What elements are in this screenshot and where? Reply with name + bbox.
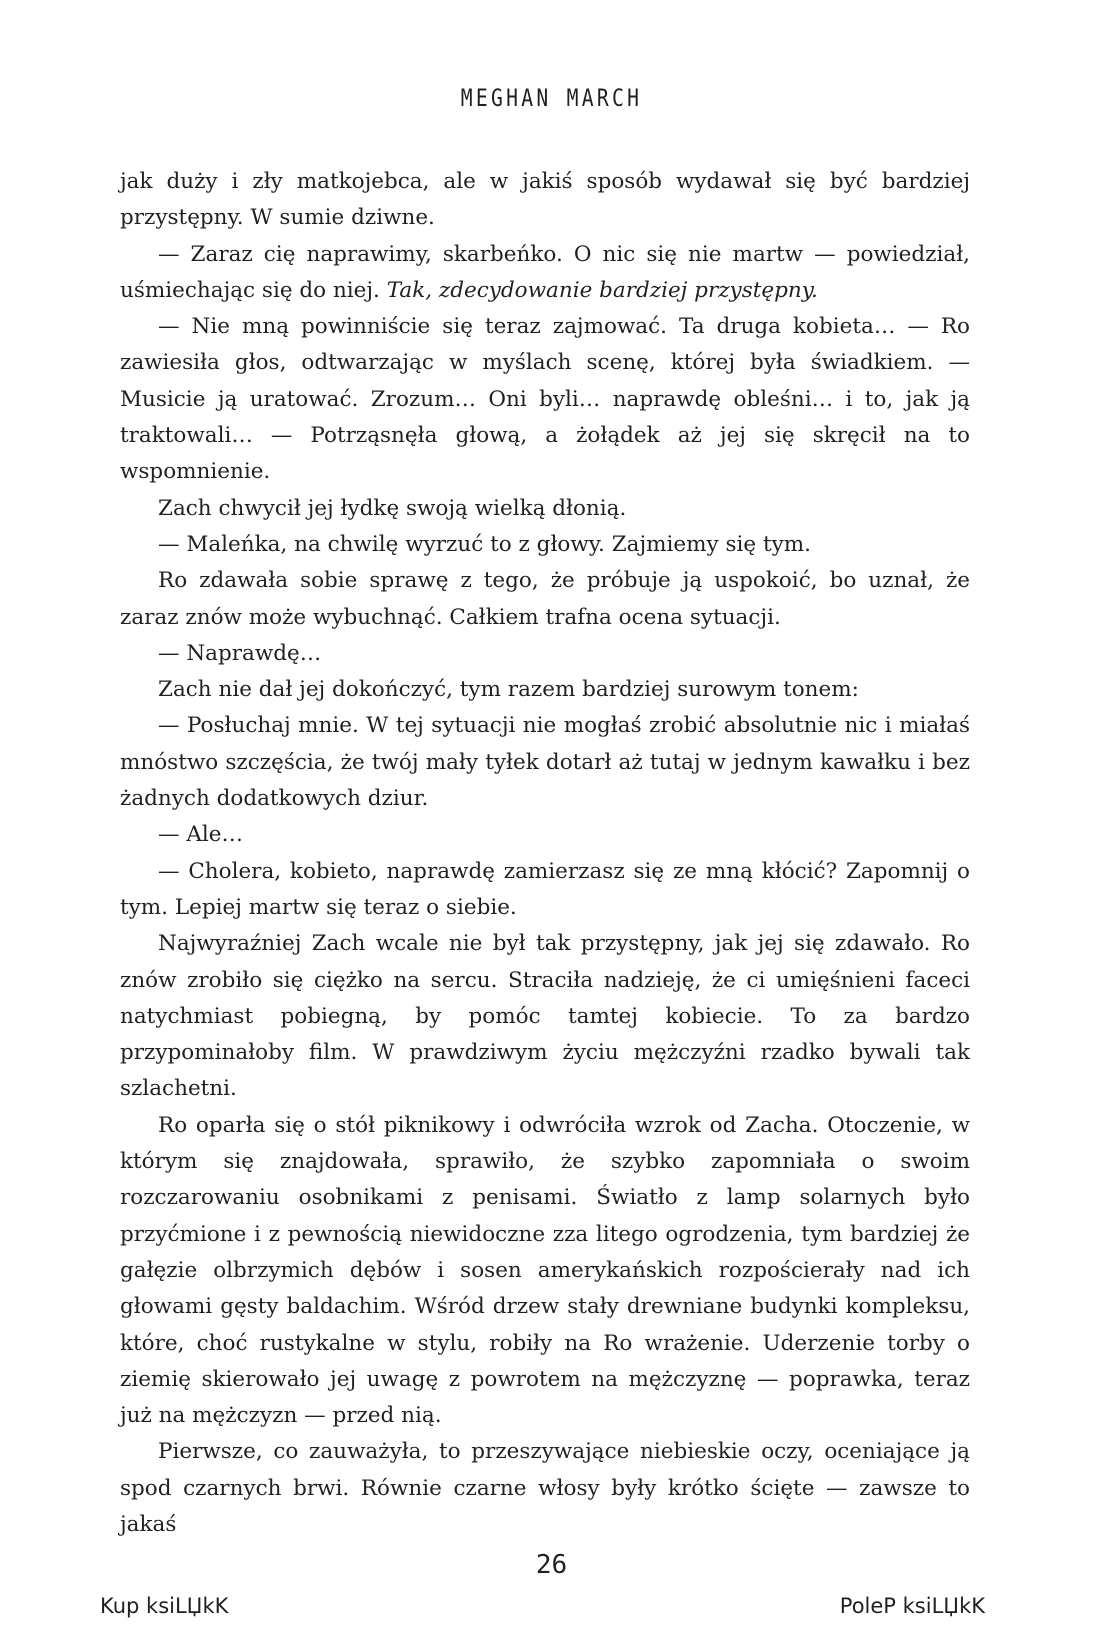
- paragraph-text: Zach chwycił jej łydkę swoją wielką dłonią.: [158, 495, 627, 521]
- paragraph-text: — Naprawdę…: [158, 640, 322, 666]
- body-text: [120, 164, 970, 1543]
- paragraph-9: [120, 708, 970, 817]
- buy-book-link[interactable]: Kup ksiLЏkK: [100, 1594, 229, 1618]
- paragraph-13: [120, 1108, 970, 1435]
- paragraph-12: [120, 926, 970, 1107]
- paragraph-14: [120, 1434, 970, 1543]
- paragraph-7: [120, 636, 970, 672]
- paragraph-6: [120, 563, 970, 636]
- paragraph-text: Ro zdawała sobie sprawę z tego, że próbuje ją uspokoić, bo uznał, że zaraz znów może wybuchnąć. Całkiem trafna ocena sytuacji.: [120, 568, 970, 630]
- paragraph-text: Najwyraźniej Zach wcale nie był tak przystępny, jak jej się zdawało. Ro znów zrobiło się ciężko na sercu. Straciła nadzieję, że ci umięśnieni faceci natychmiast pobiegną, by pomóc tamtej kobiecie. To za bardzo przypominałoby film. W prawdziwym życiu mężczyźni rzadko bywali tak szlachetni.: [120, 931, 970, 1102]
- paragraph-text: — Ale…: [158, 822, 243, 848]
- recommend-book-link[interactable]: PoleP ksiLЏkK: [839, 1594, 985, 1618]
- paragraph-1: [120, 164, 970, 237]
- running-header-author: MEGHAN MARCH: [460, 84, 643, 112]
- paragraph-3: [120, 309, 970, 490]
- paragraph-text: — Posłuchaj mnie. W tej sytuacji nie mogłaś zrobić absolutnie nic i miałaś mnóstwo szczęścia, że twój mały tyłek dotarł aż tutaj w jednym kawałku i bez żadnych dodatkowych dziur.: [120, 713, 970, 812]
- paragraph-text: Zach nie dał jej dokończyć, tym razem bardziej surowym tonem:: [158, 677, 859, 703]
- paragraph-text: — Cholera, kobieto, naprawdę zamierzasz się ze mną kłócić? Zapomnij o tym. Lepiej martw się teraz o siebie.: [120, 858, 970, 920]
- page-number: 26: [535, 1550, 568, 1580]
- paragraph-text: Pierwsze, co zauważyła, to przeszywające niebieskie oczy, oceniające ją spod czarnych brwi. Równie czarne włosy były krótko ścięte — zawsze to jakaś: [120, 1439, 970, 1537]
- paragraph-8: [120, 672, 970, 708]
- paragraph-text: — Zaraz cię naprawimy, skarbeńko. O nic się nie martw — powiedział, uśmiechając się do niej.: [120, 241, 970, 303]
- paragraph-text: Ro oparła się o stół piknikowy i odwróciła wzrok od Zacha. Otoczenie, w którym się znajdowała, sprawiło, że szybko zapomniała o swoim rozczarowaniu osobnikami z penisami. Światło z lamp solarnych było przyćmione i z pewnością niewidoczne zza litego ogrodzenia, tym bardziej że gałęzie olbrzymich dębów i sosen amerykańskich rozpościerały nad ich głowami gęsty baldachim. Wśród drzew stały drewniane budynki kompleksu, które, choć rustykalne w stylu, robiły na Ro wrażenie. Uderzenie torby o ziemię skierowało jej uwagę z powrotem na mężczyznę — poprawka, teraz już na mężczyzn — przed nią.: [120, 1112, 970, 1429]
- paragraph-text: — Nie mną powinniście się teraz zajmować. Ta druga kobieta… — Ro zawiesiła głos, odtwarzając w myślach scenę, której była świadkiem. — Musicie ją uratować. Zrozum… Oni byli… naprawdę obleśni… i to, jak ją traktowali… — Potrząsnęła głową, a żołądek aż jej się skręcił na to wspomnienie.: [120, 314, 970, 485]
- paragraph-2: [120, 237, 970, 310]
- paragraph-11: [120, 854, 970, 927]
- paragraph-10: [120, 817, 970, 853]
- paragraph-text: — Maleńka, na chwilę wyrzuć to z głowy. Zajmiemy się tym.: [158, 531, 811, 557]
- paragraph-4: [120, 491, 970, 527]
- paragraph-italic-text: Tak, zdecydowanie bardziej przystępny.: [386, 277, 818, 303]
- paragraph-text: jak duży i zły matkojebca, ale w jakiś sposób wydawał się być bardziej przystępny. W sumie dziwne.: [120, 169, 970, 231]
- paragraph-5: [120, 527, 970, 563]
